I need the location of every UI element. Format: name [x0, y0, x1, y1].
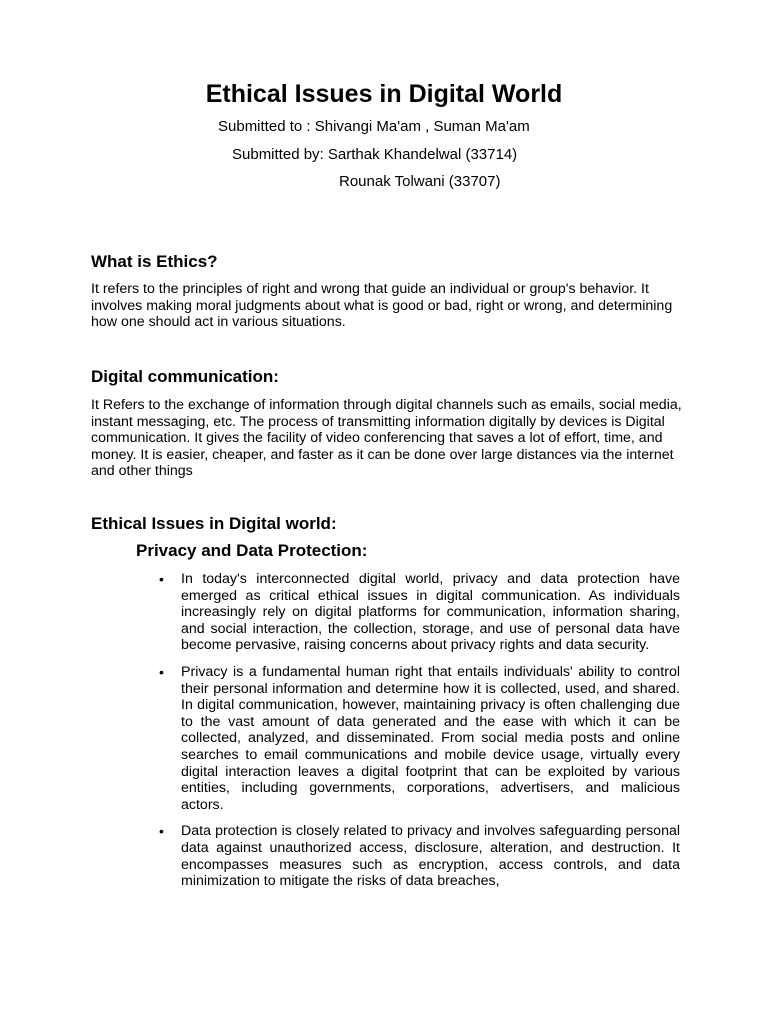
bullet-text: Data protection is closely related to privacy and involves safeguarding personal data against unauthorized access, disclosure, alteration, and destruction. It encompasses measures such as encryption, access controls, and data minimization to mitigate the risks of data breaches,	[181, 823, 680, 890]
document-title: Ethical Issues in Digital World	[205, 80, 563, 108]
privacy-subheading: Privacy and Data Protection:	[136, 541, 368, 560]
digital-communication-heading: Digital communication:	[91, 367, 279, 386]
ethics-paragraph: It refers to the principles of right and wrong that guide an individual or group's behavior. It involves making moral judgments about what is good or bad, right or wrong, and determining how one should act in various situations.	[91, 281, 673, 331]
privacy-bullet-list	[157, 571, 680, 900]
ethical-issues-heading: Ethical Issues in Digital world:	[91, 514, 337, 533]
bullet-icon: •	[159, 823, 164, 840]
submitted-to: Submitted to : Shivangi Ma'am , Suman Ma'am	[218, 118, 530, 135]
bullet-item	[157, 823, 680, 889]
bullet-item	[157, 664, 680, 813]
bullet-icon: •	[159, 571, 164, 587]
ethics-heading: What is Ethics?	[91, 252, 218, 271]
submitted-by-second: Rounak Tolwani (33707)	[339, 173, 501, 190]
bullet-icon: •	[159, 663, 164, 680]
bullet-item	[157, 571, 680, 654]
digital-communication-paragraph: It Refers to the exchange of information through digital channels such as emails, social media, instant messaging, etc. The process of transmitting information digitally by devices is Digital communication. It gives the facility of video conferencing that saves a lot of effort, time, and money. It is easier, cheaper, and faster as it can be done over large distances via the internet and other things	[91, 397, 682, 480]
bullet-text: In today's interconnected digital world, privacy and data protection have emerged as critical ethical issues in digital communication. As individuals increasingly rely on digital platforms for communication, information sharing, and social interaction, the collection, storage, and use of personal data have become pervasive, raising concerns about privacy rights and data security.	[181, 571, 680, 654]
bullet-text: Privacy is a fundamental human right that entails individuals' ability to control their personal information and determine how it is collected, used, and shared. In digital communication, however, maintaining privacy is often challenging due to the vast amount of data generated and the ease with which it can be collected, analyzed, and disseminated. From social media posts and online searches to email communications and mobile device usage, virtually every digital interaction leaves a digital footprint that can be exploited by various entities, including governments, corporations, advertisers, and malicious actors.	[181, 663, 680, 813]
submitted-by: Submitted by: Sarthak Khandelwal (33714)	[232, 146, 518, 163]
